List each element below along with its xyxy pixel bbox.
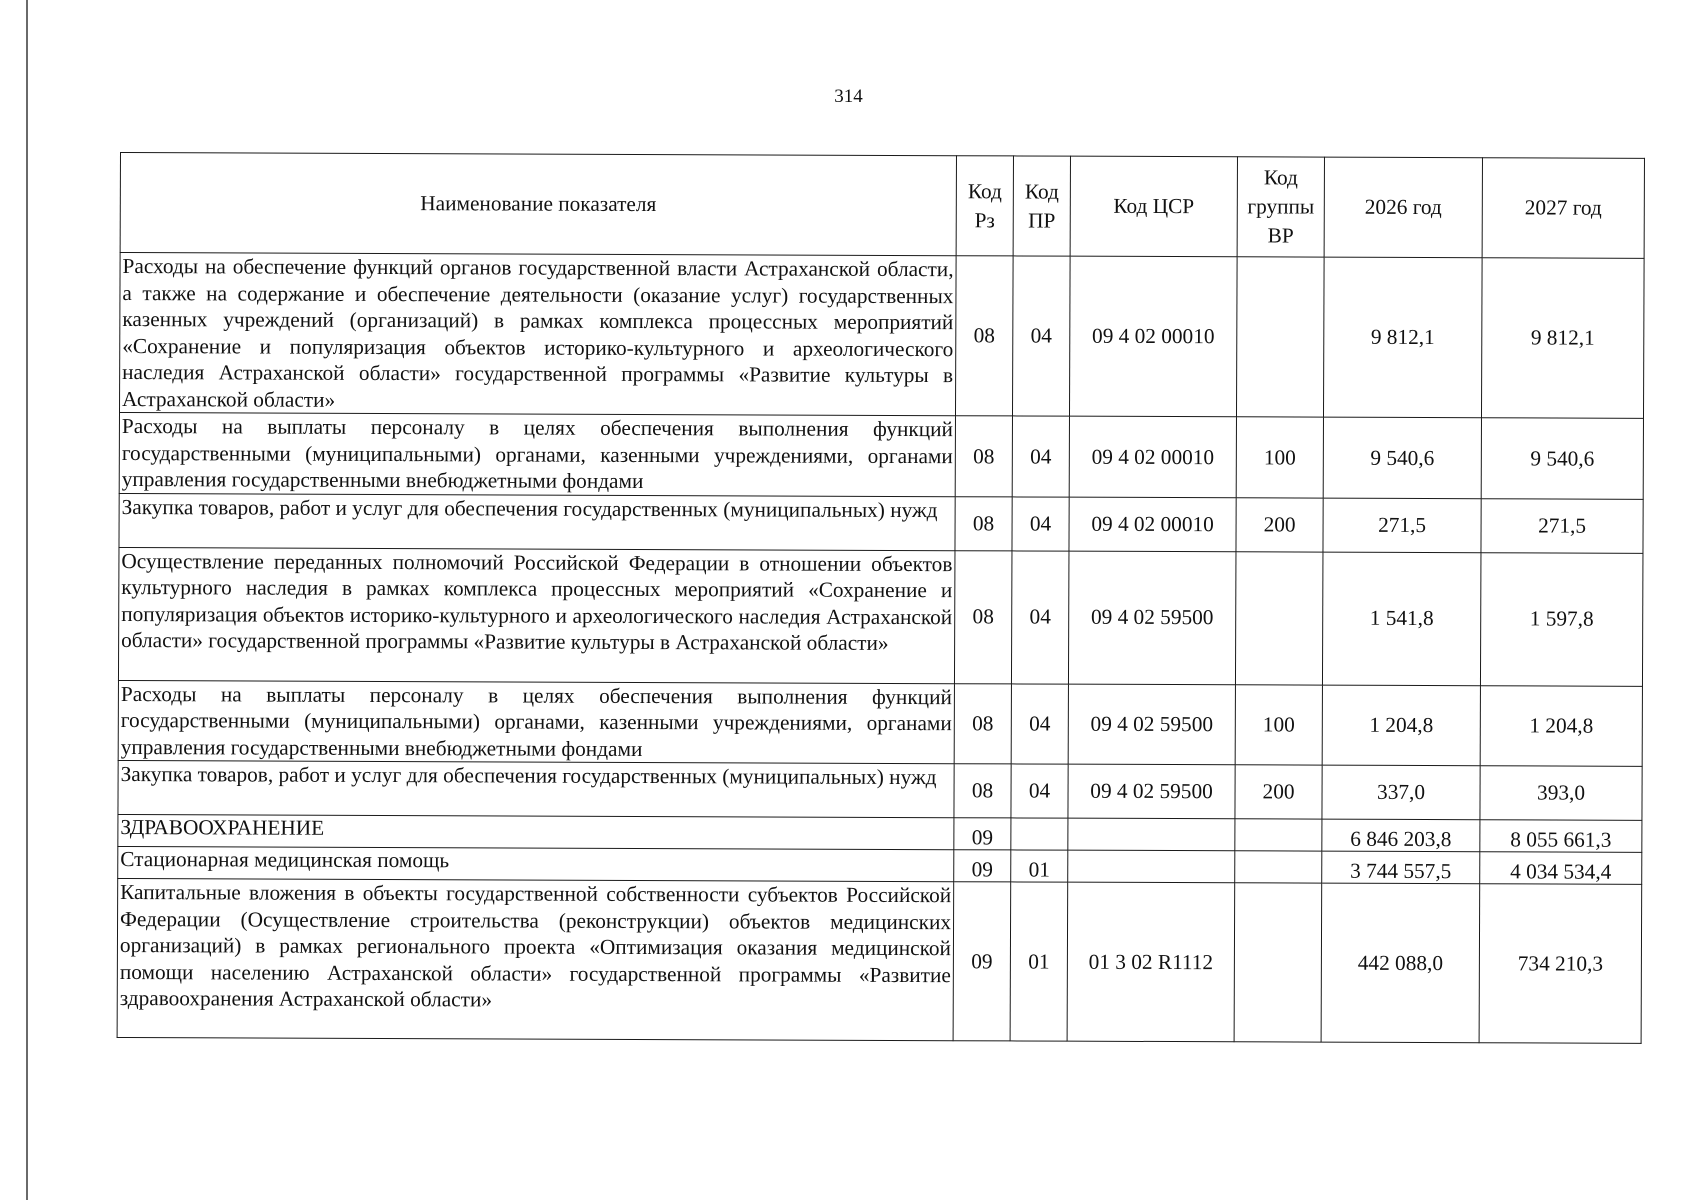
- table-row: [117, 878, 1642, 1043]
- row-rz: 08: [955, 496, 1012, 550]
- row-2026: 442 088,0: [1321, 883, 1480, 1043]
- table-row: [119, 253, 1644, 419]
- row-pr: 04: [1012, 256, 1070, 416]
- row-csr: 09 4 02 59500: [1068, 551, 1236, 685]
- row-name: Осуществление переданных полномочий Российской Федерации в отношении объектов культурного наследия в рамках комплекса процессных мероприятий «Сохранение и популяризация объектов историко-культурного и археологического наследия Астраханской области» государственной программы «Развитие культуры в Астраханской области»: [118, 547, 955, 683]
- row-2027: 734 210,3: [1479, 884, 1642, 1044]
- row-pr: 04: [1011, 683, 1068, 764]
- row-2027: 1 204,8: [1480, 685, 1642, 766]
- table-row: [118, 760, 1642, 820]
- row-rz: 08: [954, 764, 1011, 818]
- table-row: [118, 680, 1642, 766]
- page-number: 314: [834, 86, 863, 107]
- row-vr: 100: [1235, 684, 1322, 765]
- row-2027: 271,5: [1481, 498, 1643, 553]
- row-2027: 9 540,6: [1481, 418, 1643, 499]
- row-name: Закупка товаров, работ и услуг для обеспечения государственных (муниципальных) нужд: [119, 493, 955, 550]
- row-vr: 200: [1235, 765, 1322, 819]
- row-name: Капитальные вложения в объекты государственной собственности субъектов Российской Федерации (Осуществление строительства (реконструкции) объектов медицинских организаций) в рамках регионального проекта «Оптимизация оказания медицинской помощи населению Астраханской области» государственной программы «Развитие здравоохранения Астраханской области»: [117, 878, 954, 1040]
- row-2027: 393,0: [1480, 766, 1642, 821]
- row-2026: 337,0: [1322, 765, 1480, 820]
- budget-table-wrapper: [117, 152, 1644, 1044]
- row-csr: 09 4 02 59500: [1068, 684, 1235, 765]
- row-rz: 08: [955, 256, 1013, 416]
- row-name: ЗДРАВООХРАНЕНИЕ: [118, 814, 954, 849]
- row-csr: 09 4 02 00010: [1069, 256, 1237, 417]
- row-rz: 08: [955, 416, 1012, 497]
- table-header-row: [120, 153, 1644, 259]
- row-csr: [1068, 850, 1235, 883]
- row-csr: 09 4 02 00010: [1069, 497, 1236, 552]
- row-name: Расходы на выплаты персоналу в целях обеспечения выполнения функций государственными (муниципальными) органами, казенными учреждениями, органами управления государственными внебюджетными фондами: [118, 680, 954, 764]
- row-2026: 1 541,8: [1322, 552, 1481, 686]
- row-pr: 01: [1011, 850, 1068, 882]
- header-rz: Код Рз: [956, 156, 1013, 256]
- row-pr: 01: [1010, 882, 1068, 1041]
- row-vr: [1235, 819, 1322, 851]
- table-row: [119, 413, 1643, 499]
- row-2026: 3 744 557,5: [1322, 851, 1480, 884]
- row-vr: [1235, 851, 1322, 883]
- row-2027: 4 034 534,4: [1480, 852, 1642, 885]
- row-2027: 1 597,8: [1480, 552, 1643, 686]
- row-2026: 6 846 203,8: [1322, 819, 1480, 852]
- row-rz: 09: [954, 818, 1011, 850]
- row-rz: 09: [954, 850, 1011, 882]
- row-name: Расходы на выплаты персоналу в целях обеспечения выполнения функций государственными (муниципальными) органами, казенными учреждениями, органами управления государственными внебюджетными фондами: [119, 413, 955, 497]
- row-pr: 04: [1012, 496, 1069, 550]
- row-pr: 04: [1012, 416, 1069, 497]
- row-vr: 100: [1236, 417, 1323, 498]
- row-vr: [1235, 551, 1323, 684]
- row-pr: 04: [1011, 550, 1069, 683]
- row-csr: [1068, 818, 1235, 851]
- row-vr: 200: [1236, 497, 1323, 551]
- table-row: [118, 547, 1642, 686]
- row-vr: [1236, 257, 1324, 417]
- row-csr: 01 3 02 R1112: [1067, 882, 1235, 1042]
- row-2026: 271,5: [1323, 498, 1481, 553]
- row-name: Расходы на обеспечение функций органов государственной власти Астраханской области, а также на содержание и обеспечение деятельности (оказание услуг) государственных казенных учреждений (организаций) в рамках комплекса процессных мероприятий «Сохранение и популяризация объектов историко-культурного и археологического наследия Астраханской области» государственной программы «Развитие культуры в Астраханской области»: [119, 253, 956, 416]
- row-pr: 04: [1011, 764, 1068, 818]
- row-2026: 9 540,6: [1323, 417, 1481, 498]
- scan-edge-line: [26, 0, 28, 1200]
- budget-table: [117, 152, 1645, 1044]
- row-vr: [1234, 883, 1322, 1042]
- row-2026: 9 812,1: [1323, 257, 1482, 418]
- header-name: Наименование показателя: [120, 153, 956, 256]
- row-name: Стационарная медицинская помощь: [118, 846, 954, 881]
- row-pr: [1011, 818, 1068, 850]
- row-2026: 1 204,8: [1322, 685, 1480, 766]
- header-2027: 2027 год: [1482, 158, 1644, 259]
- row-2027: 8 055 661,3: [1480, 820, 1642, 853]
- header-2026: 2026 год: [1324, 157, 1482, 258]
- row-csr: 09 4 02 59500: [1068, 764, 1235, 819]
- row-2027: 9 812,1: [1481, 258, 1644, 419]
- header-csr: Код ЦСР: [1070, 156, 1237, 257]
- row-rz: 09: [953, 882, 1011, 1041]
- row-rz: 08: [954, 550, 1012, 683]
- row-name: Закупка товаров, работ и услуг для обеспечения государственных (муниципальных) нужд: [118, 760, 954, 817]
- table-row: [119, 493, 1643, 553]
- row-rz: 08: [954, 683, 1011, 764]
- header-vr: Код группы ВР: [1237, 157, 1324, 257]
- row-csr: 09 4 02 00010: [1069, 416, 1236, 497]
- header-pr: Код ПР: [1013, 156, 1070, 256]
